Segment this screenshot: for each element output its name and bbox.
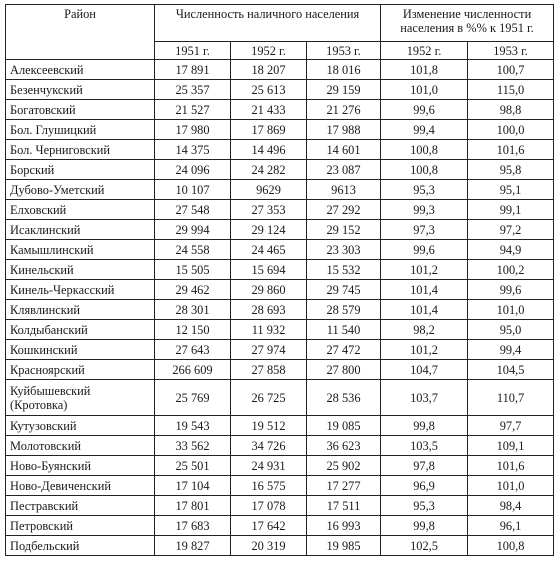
change-1952: 103,5 [381, 436, 468, 456]
district-name: Клявлинский [6, 300, 155, 320]
change-1953: 115,0 [468, 80, 554, 100]
change-1953: 98,8 [468, 100, 554, 120]
change-1952: 99,8 [381, 516, 468, 536]
header-year-change: 1952 г. [381, 42, 468, 60]
district-name: Подбельский [6, 536, 155, 556]
table-row [6, 100, 554, 120]
change-1952: 95,3 [381, 180, 468, 200]
change-1953: 100,0 [468, 120, 554, 140]
change-1952: 101,8 [381, 60, 468, 80]
pop-1951: 25 769 [155, 380, 231, 416]
district-name: Петровский [6, 516, 155, 536]
district-name: Елховский [6, 200, 155, 220]
change-1953: 100,2 [468, 260, 554, 280]
change-1953: 110,7 [468, 380, 554, 416]
district-name: Кутузовский [6, 416, 155, 436]
population-table-page [5, 4, 553, 580]
table-row [6, 260, 554, 280]
change-1953: 95,1 [468, 180, 554, 200]
change-1952: 99,3 [381, 200, 468, 220]
change-1952: 97,3 [381, 220, 468, 240]
pop-1953: 16 993 [307, 516, 381, 536]
change-1952: 101,2 [381, 340, 468, 360]
change-1952: 101,4 [381, 280, 468, 300]
header-district: Район [6, 5, 155, 60]
change-1952: 95,3 [381, 496, 468, 516]
change-1952: 98,2 [381, 320, 468, 340]
pop-1951: 29 462 [155, 280, 231, 300]
pop-1951: 17 891 [155, 60, 231, 80]
table-row [6, 416, 554, 436]
pop-1953: 36 623 [307, 436, 381, 456]
district-name: Молотовский [6, 436, 155, 456]
table-row [6, 340, 554, 360]
header-population: Численность наличного населения [155, 5, 381, 42]
pop-1951: 27 643 [155, 340, 231, 360]
pop-1952: 27 353 [231, 200, 307, 220]
change-1952: 99,6 [381, 240, 468, 260]
district-name: Красноярский [6, 360, 155, 380]
table-row [6, 456, 554, 476]
change-1953: 95,0 [468, 320, 554, 340]
district-name: Ново-Девиченский [6, 476, 155, 496]
district-name: Богатовский [6, 100, 155, 120]
change-1952: 101,4 [381, 300, 468, 320]
table-row [6, 120, 554, 140]
pop-1953: 19 085 [307, 416, 381, 436]
pop-1951: 29 994 [155, 220, 231, 240]
pop-1951: 28 301 [155, 300, 231, 320]
table-row [6, 300, 554, 320]
pop-1953: 17 511 [307, 496, 381, 516]
pop-1952: 24 282 [231, 160, 307, 180]
table-body [6, 60, 554, 556]
table-row [6, 280, 554, 300]
district-name: Алексеевский [6, 60, 155, 80]
change-1952: 100,8 [381, 140, 468, 160]
pop-1953: 23 303 [307, 240, 381, 260]
pop-1952: 27 858 [231, 360, 307, 380]
pop-1951: 24 558 [155, 240, 231, 260]
pop-1953: 11 540 [307, 320, 381, 340]
district-name: Пестравский [6, 496, 155, 516]
header-row-top [6, 5, 554, 42]
change-1953: 101,0 [468, 300, 554, 320]
change-1953: 97,7 [468, 416, 554, 436]
pop-1952: 19 512 [231, 416, 307, 436]
pop-1951: 266 609 [155, 360, 231, 380]
pop-1952: 16 575 [231, 476, 307, 496]
district-name: Борский [6, 160, 155, 180]
table-row [6, 320, 554, 340]
pop-1953: 27 800 [307, 360, 381, 380]
pop-1953: 15 532 [307, 260, 381, 280]
table-row [6, 360, 554, 380]
pop-1951: 25 501 [155, 456, 231, 476]
pop-1953: 23 087 [307, 160, 381, 180]
change-1952: 104,7 [381, 360, 468, 380]
pop-1951: 33 562 [155, 436, 231, 456]
pop-1953: 28 536 [307, 380, 381, 416]
pop-1952: 24 465 [231, 240, 307, 260]
header-year-pop: 1953 г. [307, 42, 381, 60]
district-name: Кинель-Черкасский [6, 280, 155, 300]
pop-1953: 18 016 [307, 60, 381, 80]
change-1953: 99,4 [468, 340, 554, 360]
change-1953: 101,6 [468, 456, 554, 476]
district-name: Кошкинский [6, 340, 155, 360]
change-1952: 100,8 [381, 160, 468, 180]
pop-1951: 17 104 [155, 476, 231, 496]
pop-1953: 21 276 [307, 100, 381, 120]
pop-1952: 15 694 [231, 260, 307, 280]
pop-1952: 18 207 [231, 60, 307, 80]
pop-1951: 17 801 [155, 496, 231, 516]
pop-1953: 14 601 [307, 140, 381, 160]
pop-1953: 27 472 [307, 340, 381, 360]
change-1953: 94,9 [468, 240, 554, 260]
district-name: Куйбышевский (Кротовка) [6, 380, 155, 416]
table-row [6, 140, 554, 160]
district-name: Колдыбанский [6, 320, 155, 340]
pop-1952: 17 642 [231, 516, 307, 536]
district-name: Безенчукский [6, 80, 155, 100]
pop-1952: 26 725 [231, 380, 307, 416]
table-row [6, 516, 554, 536]
change-1952: 99,8 [381, 416, 468, 436]
pop-1953: 19 985 [307, 536, 381, 556]
table-row [6, 380, 554, 416]
table-row [6, 476, 554, 496]
pop-1952: 29 860 [231, 280, 307, 300]
pop-1952: 20 319 [231, 536, 307, 556]
district-name: Ново-Буянский [6, 456, 155, 476]
change-1953: 98,4 [468, 496, 554, 516]
table-row [6, 496, 554, 516]
district-name: Бол. Черниговский [6, 140, 155, 160]
change-1952: 96,9 [381, 476, 468, 496]
change-1953: 99,1 [468, 200, 554, 220]
change-1952: 99,6 [381, 100, 468, 120]
pop-1951: 27 548 [155, 200, 231, 220]
district-name: Кинельский [6, 260, 155, 280]
pop-1953: 9613 [307, 180, 381, 200]
pop-1951: 17 980 [155, 120, 231, 140]
change-1953: 100,7 [468, 60, 554, 80]
pop-1953: 29 152 [307, 220, 381, 240]
district-name: Дубово-Уметский [6, 180, 155, 200]
pop-1952: 11 932 [231, 320, 307, 340]
change-1953: 96,1 [468, 516, 554, 536]
pop-1952: 29 124 [231, 220, 307, 240]
change-1953: 99,6 [468, 280, 554, 300]
population-table [5, 4, 554, 556]
pop-1953: 17 277 [307, 476, 381, 496]
table-row [6, 220, 554, 240]
table-row [6, 80, 554, 100]
pop-1951: 12 150 [155, 320, 231, 340]
change-1952: 101,0 [381, 80, 468, 100]
pop-1953: 29 745 [307, 280, 381, 300]
table-row [6, 60, 554, 80]
change-1953: 97,2 [468, 220, 554, 240]
district-name: Камышлинский [6, 240, 155, 260]
pop-1953: 17 988 [307, 120, 381, 140]
pop-1951: 14 375 [155, 140, 231, 160]
change-1953: 100,8 [468, 536, 554, 556]
pop-1953: 25 902 [307, 456, 381, 476]
pop-1951: 25 357 [155, 80, 231, 100]
header-year-change: 1953 г. [468, 42, 554, 60]
table-row [6, 180, 554, 200]
pop-1953: 29 159 [307, 80, 381, 100]
change-1952: 102,5 [381, 536, 468, 556]
header-change: Изменение численности населения в %% к 1951 г. [381, 5, 554, 42]
district-name: Бол. Глушицкий [6, 120, 155, 140]
change-1952: 99,4 [381, 120, 468, 140]
table-row [6, 436, 554, 456]
pop-1952: 34 726 [231, 436, 307, 456]
pop-1952: 25 613 [231, 80, 307, 100]
pop-1951: 17 683 [155, 516, 231, 536]
pop-1951: 19 543 [155, 416, 231, 436]
pop-1953: 27 292 [307, 200, 381, 220]
change-1953: 109,1 [468, 436, 554, 456]
pop-1952: 21 433 [231, 100, 307, 120]
change-1952: 97,8 [381, 456, 468, 476]
pop-1951: 19 827 [155, 536, 231, 556]
pop-1952: 9629 [231, 180, 307, 200]
pop-1952: 27 974 [231, 340, 307, 360]
table-row [6, 160, 554, 180]
change-1953: 104,5 [468, 360, 554, 380]
change-1953: 95,8 [468, 160, 554, 180]
pop-1952: 28 693 [231, 300, 307, 320]
pop-1952: 14 496 [231, 140, 307, 160]
header-year-pop: 1952 г. [231, 42, 307, 60]
change-1952: 101,2 [381, 260, 468, 280]
pop-1951: 21 527 [155, 100, 231, 120]
pop-1953: 28 579 [307, 300, 381, 320]
change-1953: 101,0 [468, 476, 554, 496]
change-1952: 103,7 [381, 380, 468, 416]
pop-1951: 10 107 [155, 180, 231, 200]
district-name: Исаклинский [6, 220, 155, 240]
pop-1951: 24 096 [155, 160, 231, 180]
pop-1952: 24 931 [231, 456, 307, 476]
pop-1952: 17 869 [231, 120, 307, 140]
table-row [6, 200, 554, 220]
table-row [6, 240, 554, 260]
pop-1952: 17 078 [231, 496, 307, 516]
header-year-pop: 1951 г. [155, 42, 231, 60]
pop-1951: 15 505 [155, 260, 231, 280]
change-1953: 101,6 [468, 140, 554, 160]
table-row [6, 536, 554, 556]
